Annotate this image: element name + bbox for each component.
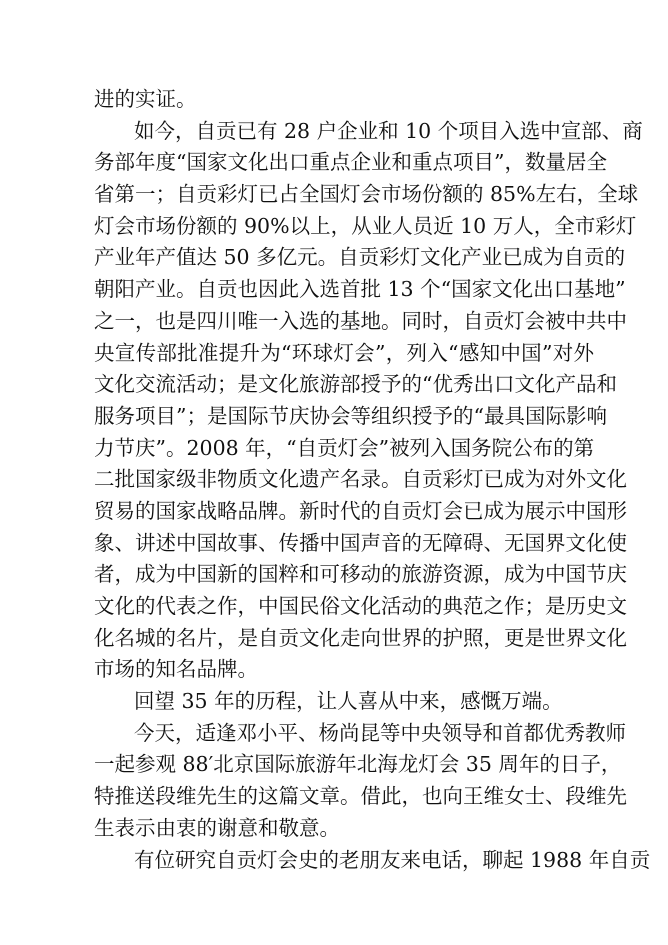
text-line: 朝阳产业。自贡也因此入选首批 13 个“国家文化出口基地”: [94, 277, 626, 302]
text-line: 服务项目”；是国际节庆协会等组织授予的“最具国际影响: [94, 403, 607, 428]
text-line: 者，成为中国新的国粹和可移动的旅游资源，成为中国节庆: [94, 562, 627, 587]
text-line: 市场的知名品牌。: [94, 657, 258, 682]
text-line: 贸易的国家战略品牌。新时代的自贡灯会已成为展示中国形: [94, 498, 627, 523]
text-line: 央宣传部批准提升为“环球灯会”，列入“感知中国”对外: [94, 340, 594, 365]
text-line: 一起参观 88′北京国际旅游年北海龙灯会 35 周年的日子，: [94, 752, 622, 777]
text-line: 二批国家级非物质文化遗产名录。自贡彩灯已成为对外文化: [94, 467, 627, 492]
text-line: 进的实证。: [94, 87, 197, 111]
text-line: 文化的代表之作，中国民俗文化活动的典范之作；是历史文: [94, 594, 627, 618]
text-line: 化名城的名片，是自贡文化走向世界的护照，更是世界文化: [94, 625, 627, 650]
text-line: 产业年产值达 50 多亿元。自贡彩灯文化产业已成为自贡的: [94, 245, 626, 270]
text-line: 务部年度“国家文化出口重点企业和重点项目”，数量居全: [94, 150, 607, 175]
text-line: 象、讲述中国故事、传播中国声音的无障碍、无国界文化使: [94, 530, 627, 555]
text-line: 有位研究自贡灯会史的老朋友来电话，聊起 1988 年自贡: [134, 847, 651, 872]
text-line: 灯会市场份额的 90%以上，从业人员近 10 万人，全市彩灯: [94, 213, 637, 238]
text-line: 回望 35 年的历程，让人喜从中来，感慨万端。: [134, 689, 563, 714]
text-line: 力节庆”。2008 年，“自贡灯会”被列入国务院公布的第: [94, 435, 595, 460]
document-body-text: [94, 84, 651, 876]
text-line: 今天，适逢邓小平、杨尚昆等中央领导和首都优秀教师: [134, 720, 626, 745]
text-line: 生表示由衷的谢意和敬意。: [94, 815, 340, 840]
text-line: 特推送段维先生的这篇文章。借此，也向王维女士、段维先: [94, 784, 627, 809]
text-line: 如今，自贡已有 28 户企业和 10 个项目入选中宣部、商: [134, 118, 643, 143]
text-line: 之一，也是四川唯一入选的基地。同时，自贡灯会被中共中: [94, 308, 627, 333]
text-line: 省第一；自贡彩灯已占全国灯会市场份额的 85%左右，全球: [94, 182, 639, 207]
text-line: 文化交流活动；是文化旅游部授予的“优秀出口文化产品和: [94, 372, 617, 397]
